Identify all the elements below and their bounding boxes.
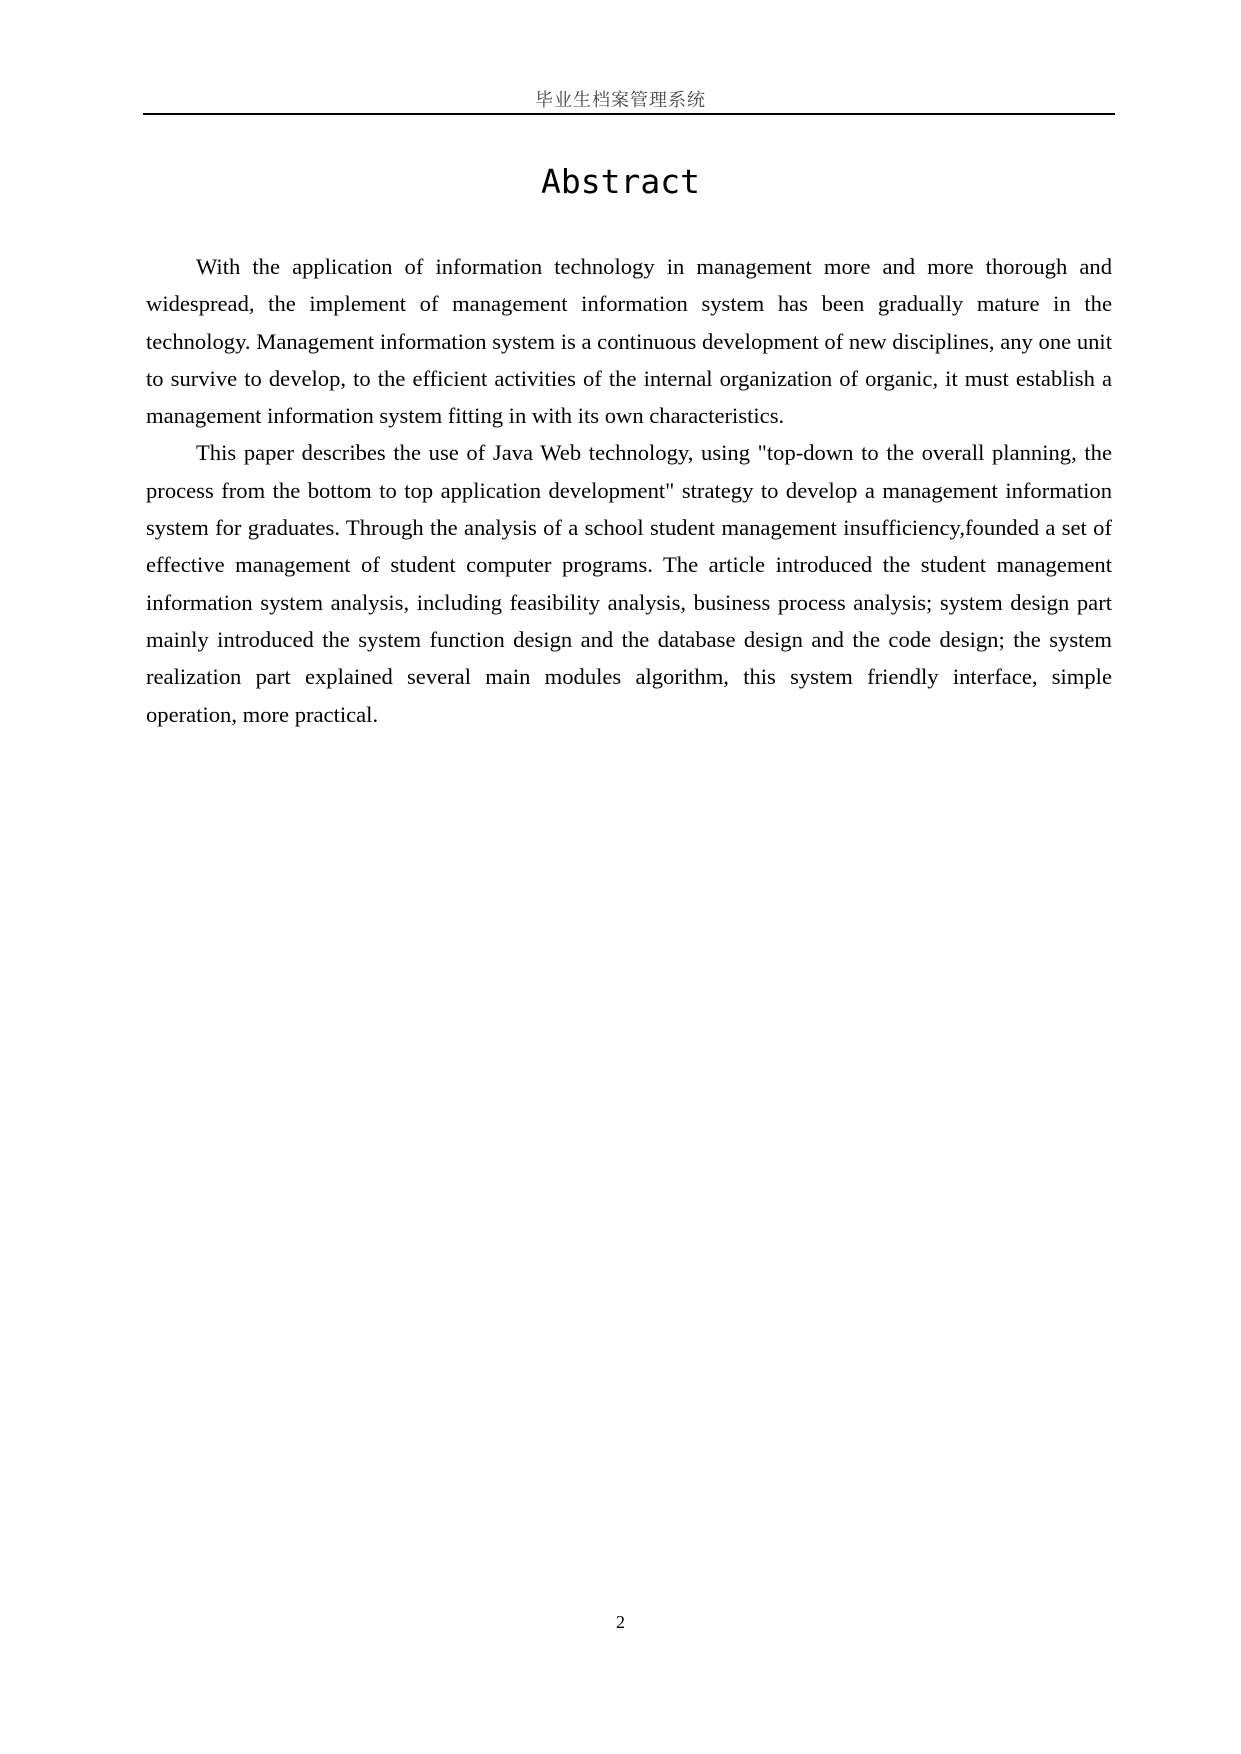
abstract-paragraph-1: With the application of information technology in management more and more thorough and widespread, the implement of management information system has been gradually mature in the technology. Management information system is a continuous development of new disciplines, any one unit to survive to develop, to the efficient activities of the internal organization of organic, it must establish a management information system fitting in with its own characteristics. <box>146 254 1112 429</box>
abstract-paragraph-2: This paper describes the use of Java Web technology, using "top-down to the overall planning, the process from the bottom to top application development" strategy to develop a management information system for graduates. Through the analysis of a school student management insufficiency,founded a set of effective management of student computer programs. The article introduced the student management information system analysis, including feasibility analysis, business process analysis; system design part mainly introduced the system function design and the database design and the code design; the system realization part explained several main modules algorithm, this system friendly interface, simple operation, more practical. <box>146 440 1112 727</box>
abstract-body <box>146 248 1112 733</box>
abstract-title: Abstract <box>541 162 700 201</box>
page-number: 2 <box>616 1612 625 1632</box>
header-rule <box>143 113 1115 115</box>
running-header: 毕业生档案管理系统 <box>535 90 706 111</box>
